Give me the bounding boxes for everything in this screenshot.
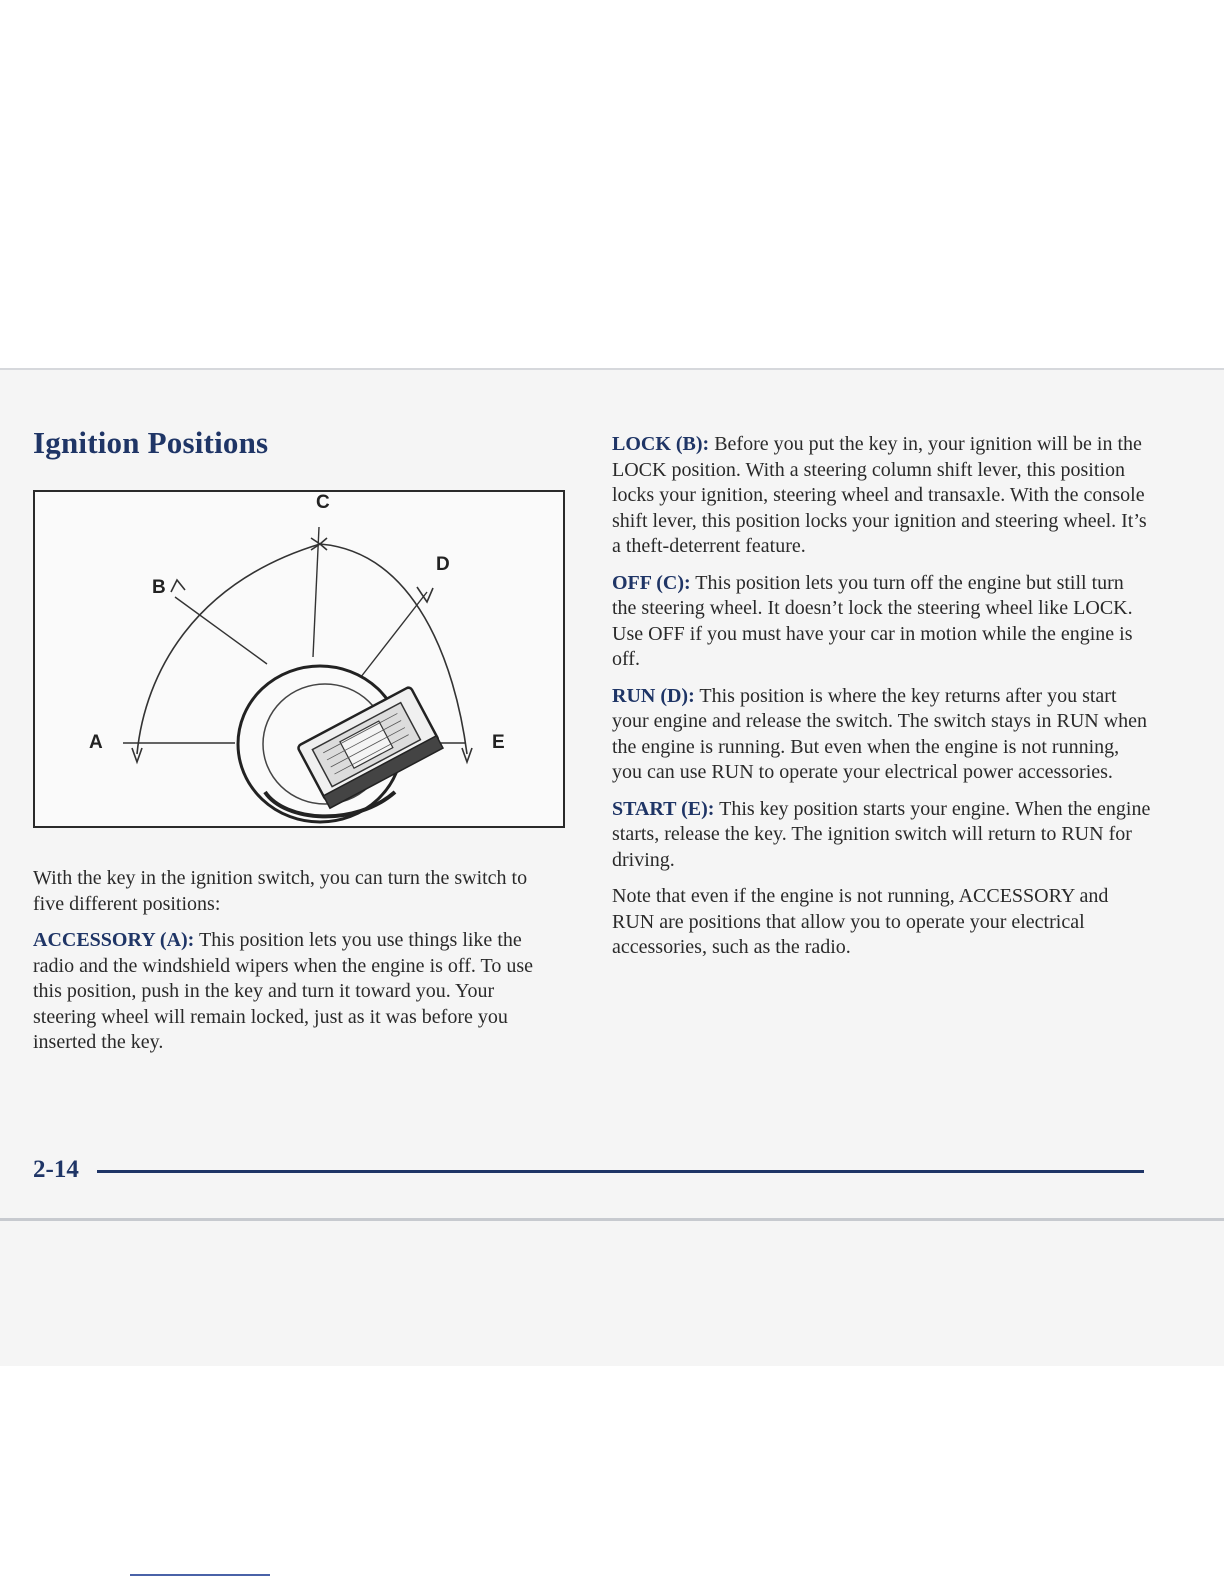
lock-body: Before you put the key in, your ignition will be in the LOCK position. With a steering column shift lever, this position locks your ignition, steering wheel and transaxle. With the console shift lever, this position locks your ignition and steering wheel. It’s a theft-deterrent feature. [612, 433, 1147, 557]
left-column [33, 866, 548, 1067]
page-title: Ignition Positions [33, 425, 269, 460]
start-paragraph [612, 797, 1152, 874]
top-edge-line [0, 368, 1224, 370]
leader-b [175, 597, 267, 664]
accessory-paragraph [33, 928, 548, 1056]
start-heading: START (E): [612, 797, 715, 820]
label-a: A [89, 732, 103, 753]
off-heading: OFF (C): [612, 571, 691, 594]
run-heading: RUN (D): [612, 684, 695, 707]
run-body: This position is where the key returns after you start your engine and release the switch. The switch stays in RUN when the engine is running. But even when the engine is not running, you can use RUN to operate your electrical power accessories. [612, 684, 1148, 783]
stray-underline [130, 1574, 270, 1576]
lock-heading: LOCK (B): [612, 433, 710, 455]
off-body: This position lets you turn off the engine but still turn the steering wheel. It doesn’t lock the steering wheel like LOCK. Use OFF if you must have your car in motion while the engine is off. [612, 571, 1133, 670]
start-body: This key position starts your engine. When the engine starts, release the key. The ignition switch will return to RUN for driving. [612, 797, 1151, 871]
leader-d [357, 592, 427, 682]
accessory-heading: ACCESSORY (A): [33, 929, 195, 951]
label-d: D [436, 554, 450, 575]
ignition-switch-illustration [35, 492, 567, 830]
bottom-edge-line [0, 1218, 1224, 1221]
off-paragraph [612, 571, 1152, 673]
accessory-body: This position lets you use things like the radio and the windshield wipers when the engine is off. To use this position, push in the key and turn it toward you. Your steering wheel will remain locked, just as it was before you inserted the key. [33, 929, 533, 1053]
label-e: E [492, 732, 505, 753]
note-paragraph: Note that even if the engine is not running, ACCESSORY and RUN are positions that allow you to operate your electrical accessories, such as the radio. [612, 885, 1109, 958]
right-column [612, 432, 1152, 972]
page-number: 2-14 [33, 1156, 79, 1183]
label-c: C [316, 492, 330, 513]
lock-paragraph [612, 432, 1152, 560]
arrow-b [171, 580, 185, 592]
intro-paragraph: With the key in the ignition switch, you can turn the switch to five different positions: [33, 867, 528, 915]
run-paragraph [612, 684, 1152, 786]
footer-rule [97, 1170, 1144, 1173]
label-b: B [152, 577, 166, 598]
ignition-figure [33, 490, 565, 828]
